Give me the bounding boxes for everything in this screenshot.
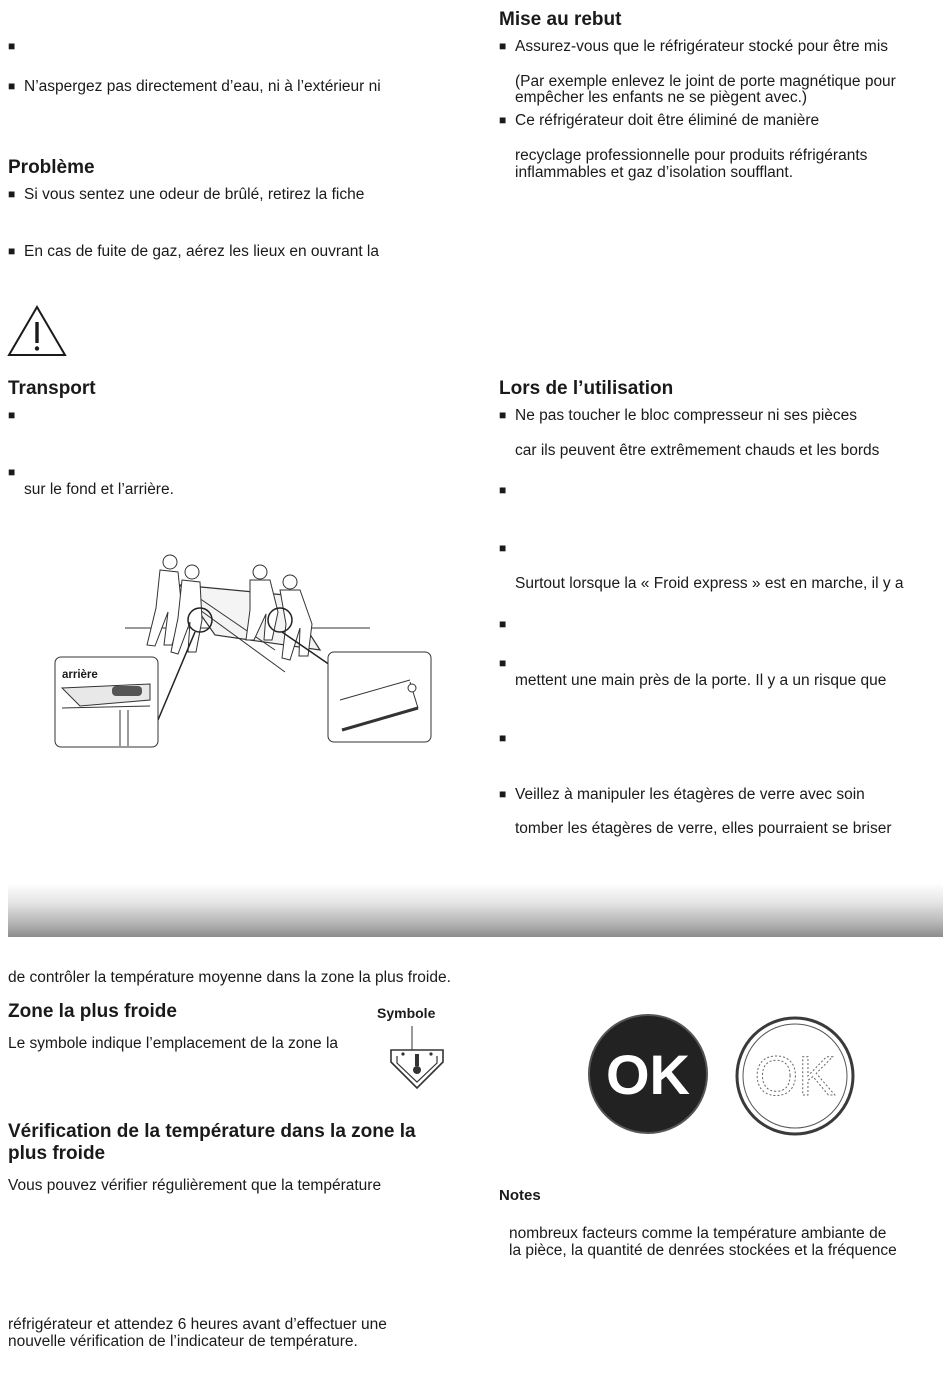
- text-line: nombreux facteurs comme la température ambiante de: [509, 1225, 887, 1242]
- text-line: recyclage professionnelle pour produits réfrigérants: [515, 147, 868, 164]
- text-line: inflammables et gaz d’isolation soufflant.: [515, 164, 794, 181]
- text-line: car ils peuvent être extrêmement chauds et les bords: [515, 442, 880, 459]
- ok-indicator-outline: [734, 1015, 856, 1137]
- bullet: ■: [499, 483, 507, 497]
- bullet: ■: [8, 187, 16, 201]
- text-line: de contrôler la température moyenne dans la zone la plus froide.: [8, 969, 451, 986]
- text-line: nouvelle vérification de l’indicateur de température.: [8, 1333, 358, 1350]
- section-title-zone: Zone la plus froide: [8, 1001, 177, 1022]
- bullet: ■: [8, 79, 16, 93]
- bullet: ■: [499, 541, 507, 555]
- text-line: empêcher les enfants ne se piègent avec.): [515, 89, 808, 106]
- section-title-utilisation: Lors de l’utilisation: [499, 378, 674, 399]
- text-line: tomber les étagères de verre, elles pourraient se briser: [515, 820, 892, 837]
- text-line: En cas de fuite de gaz, aérez les lieux en ouvrant la: [24, 243, 379, 260]
- section-title-probleme: Problème: [8, 157, 95, 178]
- text-line: Ce réfrigérateur doit être éliminé de manière: [515, 112, 820, 129]
- text-line: Veillez à manipuler les étagères de verre avec soin: [515, 786, 865, 803]
- bullet: ■: [499, 656, 507, 670]
- bullet: ■: [499, 39, 507, 53]
- bullet: ■: [8, 408, 16, 422]
- text-line: Si vous sentez une odeur de brûlé, retirez la fiche: [24, 186, 365, 203]
- symbol-label: Symbole: [377, 1005, 436, 1021]
- bullet: ■: [499, 408, 507, 422]
- text-line: N’aspergez pas directement d’eau, ni à l’extérieur ni: [24, 78, 381, 95]
- bullet: ■: [499, 731, 507, 745]
- section-header-band: [8, 883, 943, 937]
- ok-outline-text: OK: [754, 1044, 836, 1107]
- bullet: ■: [499, 617, 507, 631]
- transport-illustration: [50, 550, 440, 750]
- section-title-rebut: Mise au rebut: [499, 9, 622, 30]
- section-title-transport: Transport: [8, 378, 96, 399]
- ok-filled-text: OK: [606, 1043, 690, 1106]
- section-title-verif-2: plus froide: [8, 1143, 106, 1164]
- text-line: Assurez-vous que le réfrigérateur stocké pour être mis: [515, 38, 889, 55]
- text-line: (Par exemple enlevez le joint de porte magnétique pour: [515, 73, 896, 90]
- text-line: réfrigérateur et attendez 6 heures avant d’effectuer une: [8, 1316, 387, 1333]
- text-line: mettent une main près de la porte. Il y a un risque que: [515, 672, 887, 689]
- illustration-label: arrière: [62, 669, 98, 681]
- text-line: Ne pas toucher le bloc compresseur ni ses pièces: [515, 407, 858, 424]
- ok-indicator-filled: [586, 1012, 710, 1136]
- bullet: ■: [8, 244, 16, 258]
- coldest-zone-symbol-icon: [385, 1026, 449, 1092]
- bullet: ■: [499, 113, 507, 127]
- text-line: sur le fond et l’arrière.: [24, 481, 174, 498]
- warning-triangle-icon: [7, 305, 67, 357]
- bullet: ■: [499, 787, 507, 801]
- bullet: ■: [8, 465, 16, 479]
- notes-title: Notes: [499, 1187, 541, 1204]
- text-line: Surtout lorsque la « Froid express » est en marche, il y a: [515, 575, 904, 592]
- text-line: Vous pouvez vérifier régulièrement que la température: [8, 1177, 382, 1194]
- bullet: ■: [8, 39, 16, 53]
- text-line: la pièce, la quantité de denrées stockées et la fréquence: [509, 1242, 897, 1259]
- section-title-verif-1: Vérification de la température dans la zone la: [8, 1121, 416, 1142]
- text-line: Le symbole indique l’emplacement de la zone la: [8, 1035, 339, 1052]
